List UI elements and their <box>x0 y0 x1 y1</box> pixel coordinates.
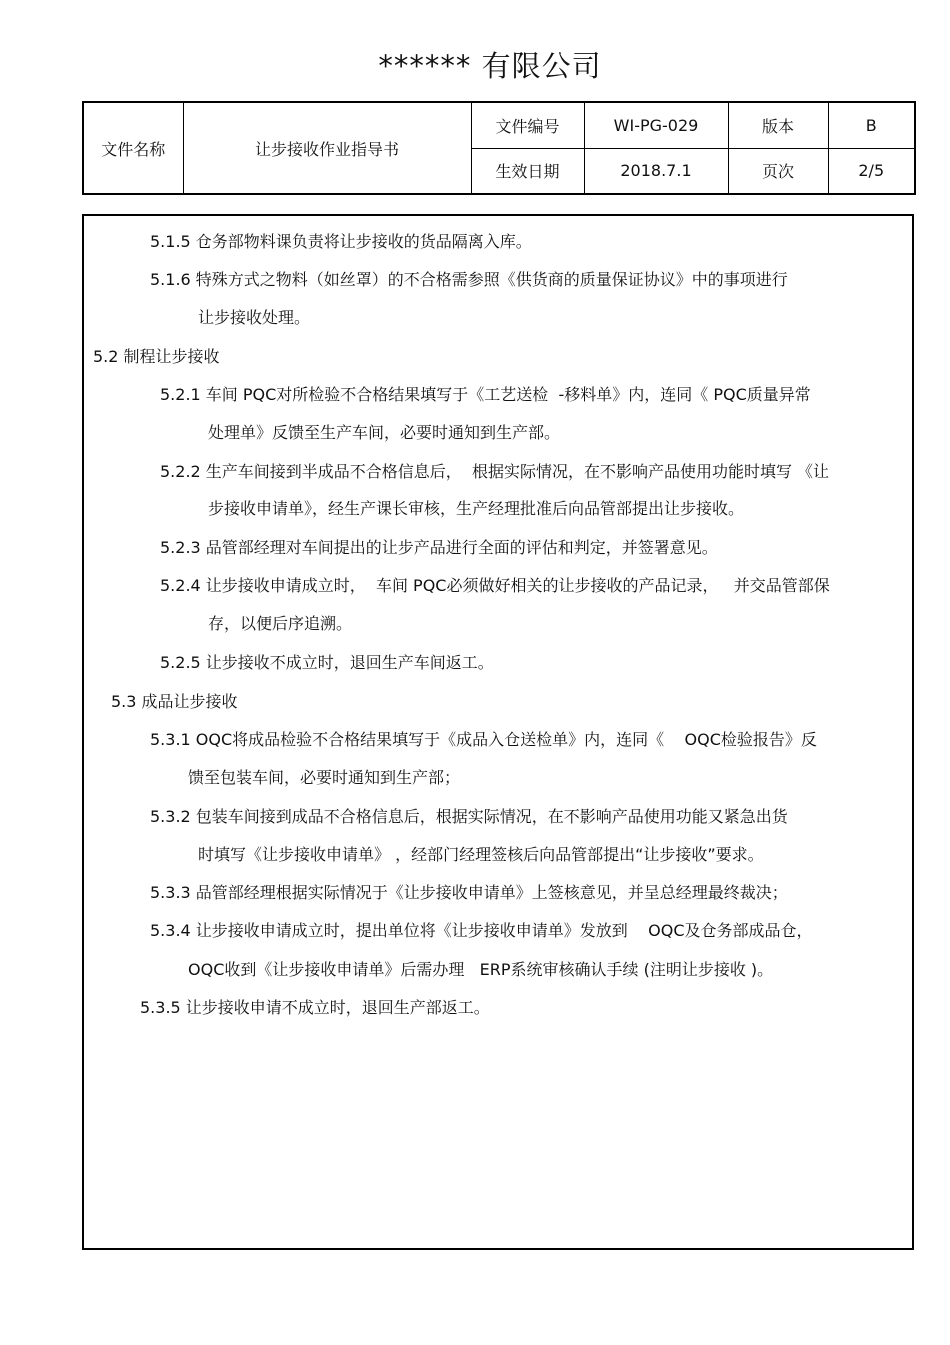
clause-5-3-3: 5.3.3 品管部经理根据实际情况于《让步接收申请单》上签核意见，并呈总经理最终裁决； <box>150 883 788 902</box>
clause-5-2-2: 5.2.2 生产车间接到半成品不合格信息后， 根据实际情况，在不影响产品使用功能时填写 《让 <box>160 462 830 481</box>
doc-no: WI-PG-029 <box>584 102 728 148</box>
doc-no-label: 文件编号 <box>471 102 584 148</box>
section-5-3-heading: 5.3 成品让步接收 <box>111 692 238 711</box>
version-label: 版本 <box>728 102 828 148</box>
version: B <box>828 102 915 148</box>
clause-5-2-1: 5.2.1 车间 PQC对所检验不合格结果填写于《工艺送检 -移料单》内，连同《 PQC质量异常 <box>160 385 811 404</box>
clause-5-1-6: 5.1.6 特殊方式之物料（如丝罩）的不合格需参照《供货商的质量保证协议》中的事项进行 <box>150 270 788 289</box>
clause-5-1-5: 5.1.5 仓务部物料课负责将让步接收的货品隔离入库。 <box>150 232 532 251</box>
company-title: ****** 有限公司 <box>378 49 602 83</box>
clause-5-3-1-cont: 馈至包装车间，必要时通知到生产部； <box>188 768 461 787</box>
doc-name-label: 文件名称 <box>83 102 183 194</box>
clause-5-3-5: 5.3.5 让步接收申请不成立时，退回生产部返工。 <box>140 998 490 1017</box>
section-5-2-heading: 5.2 制程让步接收 <box>93 347 220 366</box>
doc-name: 让步接收作业指导书 <box>183 102 471 194</box>
clause-5-3-1: 5.3.1 OQC将成品检验不合格结果填写于《成品入仓送检单》内，连同《 OQC检验报告》反 <box>150 730 817 749</box>
page-number: 2/5 <box>828 148 915 194</box>
page-label: 页次 <box>728 148 828 194</box>
clause-5-2-1-cont: 处理单》反馈至生产车间，必要时通知到生产部。 <box>208 423 561 442</box>
clause-5-3-2: 5.3.2 包装车间接到成品不合格信息后，根据实际情况，在不影响产品使用功能又紧急出货 <box>150 807 788 826</box>
clause-5-2-4-cont: 存，以便后序追溯。 <box>208 614 353 633</box>
clause-5-2-2-cont: 步接收申请单》，经生产课长审核，生产经理批准后向品管部提出让步接收。 <box>208 499 745 518</box>
effective-date: 2018.7.1 <box>584 148 728 194</box>
clause-5-2-3: 5.2.3 品管部经理对车间提出的让步产品进行全面的评估和判定，并签署意见。 <box>160 538 718 557</box>
clause-5-1-6-cont: 让步接收处理。 <box>198 308 311 327</box>
clause-5-3-4-cont: OQC收到《让步接收申请单》后需办理 ERP系统审核确认手续 (注明让步接收 )。 <box>188 960 774 979</box>
document-header-table <box>82 101 916 195</box>
clause-5-3-4: 5.3.4 让步接收申请成立时，提出单位将《让步接收申请单》发放到 OQC及仓务部成品仓， <box>150 921 813 940</box>
effective-date-label: 生效日期 <box>471 148 584 194</box>
clause-5-2-4: 5.2.4 让步接收申请成立时， 车间 PQC必须做好相关的让步接收的产品记录， 并交品管部保 <box>160 576 830 595</box>
clause-5-3-2-cont: 时填写《让步接收申请单》 ，经部门经理签核后向品管部提出“让步接收”要求。 <box>198 845 764 864</box>
clause-5-2-5: 5.2.5 让步接收不成立时，退回生产车间返工。 <box>160 653 494 672</box>
